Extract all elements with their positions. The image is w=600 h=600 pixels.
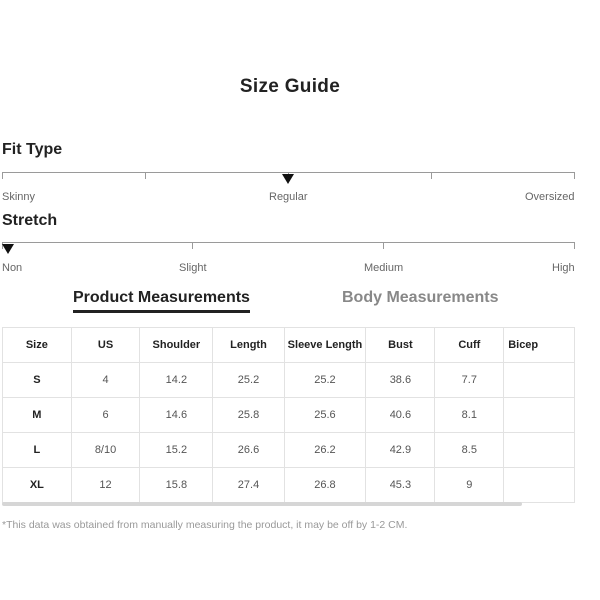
column-header-bicep: Bicep: [504, 328, 575, 363]
column-header-sleeve-length: Sleeve Length: [284, 328, 366, 363]
table-cell: 26.2: [284, 433, 366, 468]
stretch-tick: [574, 242, 575, 249]
table-row: [3, 398, 575, 433]
table-cell: XL: [3, 468, 72, 503]
table-cell: 38.6: [366, 363, 435, 398]
table-cell: 7.7: [435, 363, 504, 398]
fit-type-tick: [145, 172, 146, 179]
table-cell: 14.2: [140, 363, 213, 398]
table-cell: 8.1: [435, 398, 504, 433]
table-row: [3, 468, 575, 503]
table-cell: 40.6: [366, 398, 435, 433]
fit-type-tick: [431, 172, 432, 179]
table-cell: [504, 433, 575, 468]
table-cell: 6: [71, 398, 140, 433]
stretch-marker-icon: [2, 244, 14, 254]
column-header-shoulder: Shoulder: [140, 328, 213, 363]
table-cell: 27.4: [213, 468, 284, 503]
table-cell: [504, 363, 575, 398]
fit-type-label-regular: Regular: [269, 191, 308, 203]
column-header-cuff: Cuff: [435, 328, 504, 363]
table-row: [3, 433, 575, 468]
measurement-disclaimer: *This data was obtained from manually measuring the product, it may be off by 1-2 CM.: [2, 519, 408, 531]
column-header-size: Size: [3, 328, 72, 363]
table-cell: 4: [71, 363, 140, 398]
table-cell: 15.8: [140, 468, 213, 503]
column-header-length: Length: [213, 328, 284, 363]
stretch-tick: [192, 242, 193, 249]
table-cell: 45.3: [366, 468, 435, 503]
fit-type-marker-icon: [282, 174, 294, 184]
stretch-heading: Stretch: [2, 212, 58, 229]
fit-type-label-skinny: Skinny: [2, 191, 36, 203]
table-cell: 8.5: [435, 433, 504, 468]
table-cell: L: [3, 433, 72, 468]
table-cell: 42.9: [366, 433, 435, 468]
tab-product-measurements[interactable]: Product Measurements: [73, 289, 250, 313]
fit-type-tick: [2, 172, 3, 179]
size-guide-title: Size Guide: [239, 76, 341, 97]
table-horizontal-scrollbar[interactable]: [2, 502, 522, 506]
stretch-label-slight: Slight: [179, 262, 207, 274]
measurements-table-container[interactable]: [2, 327, 575, 503]
table-cell: 25.2: [284, 363, 366, 398]
fit-type-tick: [574, 172, 575, 179]
tab-body-measurements[interactable]: Body Measurements: [342, 289, 499, 306]
table-cell: [504, 398, 575, 433]
stretch-label-high: High: [552, 262, 575, 274]
table-cell: 25.6: [284, 398, 366, 433]
table-cell: S: [3, 363, 72, 398]
column-header-us: US: [71, 328, 140, 363]
fit-type-heading: Fit Type: [2, 141, 63, 158]
table-cell: 12: [71, 468, 140, 503]
stretch-label-medium: Medium: [364, 262, 404, 274]
stretch-label-non: Non: [2, 262, 23, 274]
table-cell: 26.8: [284, 468, 366, 503]
table-cell: M: [3, 398, 72, 433]
table-cell: 9: [435, 468, 504, 503]
table-cell: 26.6: [213, 433, 284, 468]
stretch-tick: [383, 242, 384, 249]
table-header-row: [3, 328, 575, 363]
table-cell: 8/10: [71, 433, 140, 468]
table-cell: [504, 468, 575, 503]
fit-type-scale: [2, 172, 575, 173]
table-row: [3, 363, 575, 398]
measurement-tabs: [0, 289, 580, 315]
measurements-table: [2, 328, 575, 503]
table-cell: 25.2: [213, 363, 284, 398]
column-header-bust: Bust: [366, 328, 435, 363]
table-cell: 25.8: [213, 398, 284, 433]
table-cell: 15.2: [140, 433, 213, 468]
fit-type-label-oversized: Oversized: [525, 191, 575, 203]
stretch-scale: [2, 242, 575, 243]
table-cell: 14.6: [140, 398, 213, 433]
